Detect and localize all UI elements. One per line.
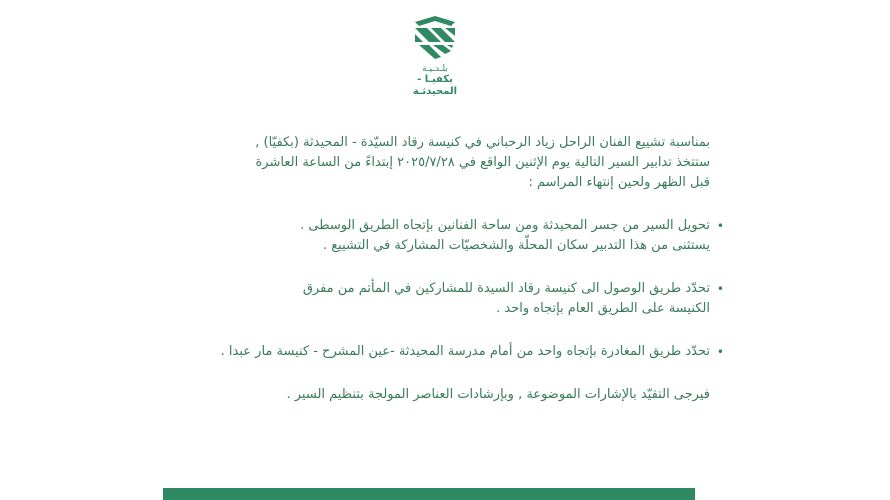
list-item-line: الكنيسة على الطريق العام بإتجاه واحد . (496, 301, 710, 316)
intro-line: ستتخذ تدابير السير التالية يوم الإثنين الواقع في ٢٠٢٥/٧/٢٨ إبتداءً من الساعة العاشرة (255, 155, 710, 170)
intro-line: قبل الظهر ولحين إنتهاء المراسم : (528, 175, 710, 190)
list-item (160, 279, 724, 319)
list-item (160, 342, 724, 362)
list-item-line: تحويل السير من جسر المحيدثة ومن ساحة الفنانين بإتجاه الطريق الوسطى . (300, 218, 710, 233)
closing-paragraph: فيرجى التقيّد بالإشارات الموضوعة , وبإرشادات العناصر المولجة بتنظيم السير . (286, 387, 710, 402)
bullet-icon: • (716, 219, 724, 233)
announcement-body (160, 133, 724, 405)
logo-caption: بلـدـيـة (422, 64, 448, 74)
list-item (160, 216, 724, 256)
bullet-icon: • (716, 282, 724, 296)
intro-paragraph (160, 133, 710, 193)
traffic-measures-list (160, 216, 724, 362)
shield-logo-icon (411, 14, 459, 60)
municipality-logo (395, 14, 475, 96)
bullet-icon: • (716, 345, 724, 359)
footer-bar (163, 488, 695, 500)
list-item-line: تحدّد طريق المغادرة بإتجاه واحد من أمام مدرسة المحيدثة -عين المشرح - كنيسة مار عبدا . (220, 344, 710, 359)
list-item-line: يستثنى من هذا التدبير سكان المحلّة والشخصيّات المشاركة في التشييع . (322, 238, 710, 253)
intro-line: بمناسبة تشييع الفنان الراحل زياد الرحباني في كنيسة رقاد السيّدة - المحيدثة (بكفيّا) , (255, 135, 710, 150)
logo-municipality-name: بكفيـا - المحيدثـة (412, 74, 458, 97)
list-item-line: تحدّد طريق الوصول الى كنيسة رقاد السيدة للمشاركين في المأتم من مفرق (302, 281, 710, 296)
